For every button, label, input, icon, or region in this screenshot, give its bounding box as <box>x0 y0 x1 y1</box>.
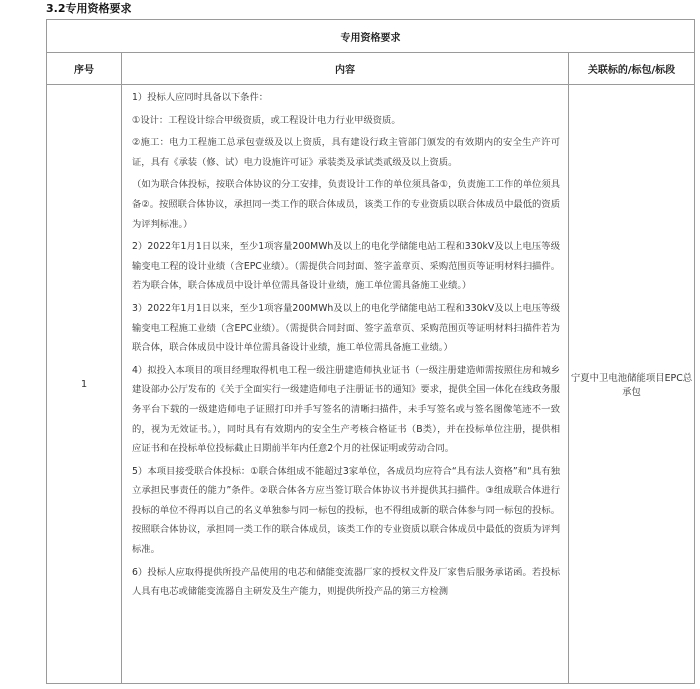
qualification-table <box>46 19 695 684</box>
requirement-paragraph: 3）2022年1月1日以来，至少1项容量200MWh及以上的电化学储能电站工程和330kV及以上电压等级输变电工程施工业绩（含EPC业绩）。（需提供合同封面、签字盖章页、采购范围页等证明材料扫描件若为联合体，联合体成员中设计单位需具备设计业绩，施工单位需具备施工业绩。） <box>132 302 560 354</box>
requirement-paragraph: ②施工：电力工程施工总承包壹级及以上资质，具有建设行政主管部门颁发的有效期内的安全生产许可证，具有《承装（修、试）电力设施许可证》承装类及承试类贰级及以上资质。 <box>132 137 560 168</box>
requirement-paragraph: 6）投标人应取得提供所投产品使用的电芯和储能变流器厂家的授权文件及厂家售后服务承诺函。若投标人具有电芯或储能变流器自主研发及生产能力，则提供所投产品的第三方检测 <box>132 566 560 598</box>
requirement-paragraph: （如为联合体投标，按联合体协议的分工安排，负责设计工作的单位须具备①，负责施工工作的单位须具备②。按照联合体协议，承担同一类工作的联合体成员，该类工作的专业资质以联合体成员中最低的资质为评判标准。） <box>132 179 560 230</box>
requirement-paragraph: 5）本项目接受联合体投标：①联合体组成不能超过3家单位，各成员均应符合“具有法人资格”和“具有独立承担民事责任的能力”条件。②联合体各方应当签订联合体协议书并提供其扫描件。③组成联合体进行投标的单位不得再以自己的名义单独参与同一标包的投标，也不得组成新的联合体参与同一标包的投标。按照联合体协议，承担同一类工作的联合体成员，该类工作的专业资质以联合体成员中最低的资质为评判标准。 <box>132 465 560 556</box>
requirement-paragraph: 1）投标人应同时具备以下条件： <box>132 92 269 103</box>
header-lot: 关联标的/标包/标段 <box>569 53 695 85</box>
requirement-paragraph: 2）2022年1月1日以来，至少1项容量200MWh及以上的电化学储能电站工程和330kV及以上电压等级输变电工程的设计业绩（含EPC业绩）。（需提供合同封面、签字盖章页、采购范围页等证明材料扫描件。若为联合体，联合体成员中设计单位需具备设计业绩，施工单位需具备施工业绩。） <box>132 241 560 292</box>
row-seq: 1 <box>47 85 122 684</box>
section-title: 3.2专用资格要求 <box>46 2 132 15</box>
header-content: 内容 <box>122 53 569 85</box>
table-caption: 专用资格要求 <box>47 20 695 53</box>
row-lot: 宁夏中卫电池储能项目EPC总承包 <box>569 85 695 684</box>
table-row <box>47 85 695 684</box>
requirement-paragraph: ①设计：工程设计综合甲级资质，或工程设计电力行业甲级资质。 <box>132 114 401 126</box>
row-content <box>122 85 569 684</box>
requirement-paragraph: 4）拟投入本项目的项目经理取得机电工程一级注册建造师执业证书（一级注册建造师需按照住房和城乡建设部办公厅发布的《关于全面实行一级建造师电子注册证书的通知》要求，提供全国一体化在线政务服务平台下载的一级建造师电子证照打印并手写签名的清晰扫描件，未手写签名或与签名图像笔迹不一致的，视为无效证书。），同时具有有效期内的安全生产考核合格证书（B类），并在投标单位注册，提供相应证书和在投标单位投标截止日期前半年内任意2个月的社保证明或劳动合同。 <box>132 364 560 455</box>
header-seq: 序号 <box>47 53 122 85</box>
